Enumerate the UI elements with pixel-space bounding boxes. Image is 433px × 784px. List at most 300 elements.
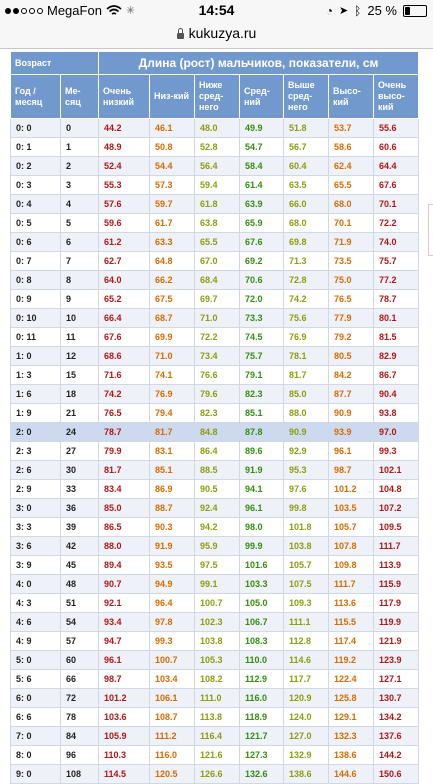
table-cell: 60 [61,651,99,670]
table-cell: 1 [61,138,99,157]
table-cell: 101.6 [240,556,284,575]
table-cell: 96.1 [240,499,284,518]
table-cell: 129.1 [329,708,374,727]
table-cell: 125.8 [329,689,374,708]
table-cell: 78.1 [284,347,329,366]
table-cell: 116.4 [195,727,240,746]
table-cell: 92.4 [195,499,240,518]
table-cell: 75.7 [374,252,419,271]
table-cell: 5: 6 [11,670,61,689]
table-cell: 61.4 [240,176,284,195]
rotation-lock-icon: ◔ [325,3,333,18]
table-row [11,385,419,404]
activity-spinner-icon: ✳ [125,5,136,17]
table-cell: 8: 0 [11,746,61,765]
table-cell: 90.4 [374,385,419,404]
table-cell: 84.2 [329,366,374,385]
table-cell: 102.3 [195,613,240,632]
table-cell: 121.6 [195,746,240,765]
table-cell: 97.5 [195,556,240,575]
table-cell: 1: 9 [11,404,61,423]
table-cell: 112.8 [284,632,329,651]
table-cell: 76.9 [284,328,329,347]
table-cell: 0: 0 [11,119,61,138]
table-cell: 67.6 [240,233,284,252]
table-cell: 116.0 [240,689,284,708]
table-cell: 3: 3 [11,518,61,537]
table-cell: 48.0 [195,119,240,138]
table-row [11,423,419,442]
table-cell: 84 [61,727,99,746]
table-cell: 138.6 [329,746,374,765]
table-cell: 76.5 [99,404,150,423]
bluetooth-icon: ᛒ [354,3,362,18]
table-cell: 96.1 [329,442,374,461]
table-cell: 103.5 [329,499,374,518]
table-cell: 114.6 [284,651,329,670]
table-cell: 6: 0 [11,689,61,708]
table-cell: 1: 0 [11,347,61,366]
table-cell: 2: 6 [11,461,61,480]
table-cell: 42 [61,537,99,556]
table-cell: 99.1 [195,575,240,594]
table-cell: 39 [61,518,99,537]
table-cell: 88.5 [195,461,240,480]
table-cell: 99.8 [284,499,329,518]
table-cell: 56.4 [195,157,240,176]
table-cell: 61.8 [195,195,240,214]
table-cell: 100.7 [195,594,240,613]
table-cell: 67.6 [99,328,150,347]
table-cell: 12 [61,347,99,366]
table-cell: 105.3 [195,651,240,670]
sidebar-edge [428,204,433,256]
table-row [11,214,419,233]
lock-icon [177,33,184,39]
table-cell: 61.7 [150,214,195,233]
table-row [11,290,419,309]
table-cell: 102.1 [374,461,419,480]
table-cell: 122.4 [329,670,374,689]
table-cell: 30 [61,461,99,480]
table-cell: 78 [61,708,99,727]
table-cell: 117.9 [374,594,419,613]
table-row [11,480,419,499]
table-cell: 114.5 [99,765,150,784]
table-cell: 101.2 [329,480,374,499]
table-cell: 93.4 [99,613,150,632]
table-cell: 5 [61,214,99,233]
table-row [11,518,419,537]
url-display[interactable] [0,25,433,41]
table-cell: 59.4 [195,176,240,195]
table-cell: 88.0 [284,404,329,423]
table-cell: 85.0 [284,385,329,404]
table-cell: 93.8 [374,404,419,423]
column-header: Низ-кий [150,75,195,119]
table-cell: 75.6 [284,309,329,328]
table-cell: 68.6 [99,347,150,366]
table-row [11,176,419,195]
table-cell: 68.7 [150,309,195,328]
table-cell: 87.7 [329,385,374,404]
table-cell: 0 [61,119,99,138]
table-cell: 104.8 [374,480,419,499]
table-cell: 77.2 [374,271,419,290]
table-cell: 109.8 [329,556,374,575]
table-cell: 52.8 [195,138,240,157]
table-cell: 54 [61,613,99,632]
table-cell: 113.8 [195,708,240,727]
table-cell: 51 [61,594,99,613]
table-cell: 71.3 [284,252,329,271]
table-cell: 71.0 [150,347,195,366]
table-cell: 74.1 [150,366,195,385]
table-cell: 95.3 [284,461,329,480]
table-cell: 94.9 [150,575,195,594]
table-cell: 86.9 [150,480,195,499]
table-cell: 132.6 [240,765,284,784]
table-cell: 99.9 [240,537,284,556]
table-cell: 86.7 [374,366,419,385]
table-cell: 73.4 [195,347,240,366]
table-cell: 83.1 [150,442,195,461]
table-cell: 103.3 [240,575,284,594]
table-cell: 58.4 [240,157,284,176]
table-cell: 126.6 [195,765,240,784]
growth-table [10,51,419,784]
table-cell: 77.9 [329,309,374,328]
table-cell: 81.7 [150,423,195,442]
table-row [11,670,419,689]
table-cell: 68.4 [195,271,240,290]
growth-table-container [10,51,418,784]
table-cell: 55.6 [374,119,419,138]
table-cell: 82.9 [374,347,419,366]
table-cell: 61.2 [99,233,150,252]
table-cell: 107.8 [329,537,374,556]
table-row [11,594,419,613]
table-cell: 70.1 [329,214,374,233]
table-row [11,689,419,708]
table-cell: 113.6 [329,594,374,613]
table-cell: 109.3 [284,594,329,613]
table-cell: 3: 9 [11,556,61,575]
table-cell: 65.5 [329,176,374,195]
table-cell: 86.4 [195,442,240,461]
table-cell: 9 [61,290,99,309]
table-cell: 49.9 [240,119,284,138]
table-row [11,404,419,423]
table-cell: 116.0 [150,746,195,765]
table-cell: 92.9 [284,442,329,461]
table-cell: 0: 1 [11,138,61,157]
table-cell: 80.5 [329,347,374,366]
table-cell: 51.8 [284,119,329,138]
table-row [11,537,419,556]
table-cell: 110.0 [240,651,284,670]
table-cell: 78.7 [374,290,419,309]
table-cell: 2: 0 [11,423,61,442]
table-cell: 44.2 [99,119,150,138]
column-header: Сред-ний [240,75,284,119]
table-cell: 2: 3 [11,442,61,461]
table-cell: 62.7 [99,252,150,271]
table-cell: 3 [61,176,99,195]
table-title: Длина (рост) мальчиков, показатели, см [99,52,419,75]
table-cell: 72 [61,689,99,708]
carrier-name: MegaFon [47,3,102,18]
table-cell: 127.3 [240,746,284,765]
table-cell: 65.5 [195,233,240,252]
table-cell: 3: 0 [11,499,61,518]
table-cell: 66 [61,670,99,689]
table-cell: 106.1 [150,689,195,708]
table-cell: 11 [61,328,99,347]
table-cell: 0: 7 [11,252,61,271]
table-cell: 9: 0 [11,765,61,784]
table-cell: 79.4 [150,404,195,423]
table-cell: 117.4 [329,632,374,651]
table-cell: 96 [61,746,99,765]
table-cell: 79.6 [195,385,240,404]
table-cell: 60.6 [374,138,419,157]
table-cell: 75.0 [329,271,374,290]
table-cell: 60.4 [284,157,329,176]
table-cell: 144.2 [374,746,419,765]
table-cell: 0: 6 [11,233,61,252]
table-cell: 8 [61,271,99,290]
table-cell: 6: 6 [11,708,61,727]
table-cell: 24 [61,423,99,442]
table-row [11,252,419,271]
table-cell: 73.3 [240,309,284,328]
table-cell: 134.2 [374,708,419,727]
table-cell: 105.7 [329,518,374,537]
table-cell: 115.9 [374,575,419,594]
battery-percent: 25 % [367,3,397,18]
url-text: kukuzya.ru [188,25,257,41]
table-cell: 79.1 [240,366,284,385]
table-cell: 75.7 [240,347,284,366]
table-cell: 89.4 [99,556,150,575]
table-cell: 70.1 [374,195,419,214]
table-cell: 91.9 [150,537,195,556]
table-cell: 4 [61,195,99,214]
table-cell: 71.0 [195,309,240,328]
table-cell: 85.1 [240,404,284,423]
table-cell: 64.8 [150,252,195,271]
table-cell: 98.7 [329,461,374,480]
age-group-header: Возраст [11,52,99,75]
table-cell: 7: 0 [11,727,61,746]
table-row [11,708,419,727]
table-cell: 15 [61,366,99,385]
table-row [11,575,419,594]
table-cell: 108 [61,765,99,784]
table-cell: 83.4 [99,480,150,499]
table-cell: 103.8 [284,537,329,556]
table-cell: 120.5 [150,765,195,784]
table-cell: 109.5 [374,518,419,537]
table-cell: 7 [61,252,99,271]
table-cell: 4: 0 [11,575,61,594]
table-cell: 70.6 [240,271,284,290]
table-cell: 105.0 [240,594,284,613]
table-cell: 0: 3 [11,176,61,195]
table-cell: 79.9 [99,442,150,461]
table-cell: 105.7 [284,556,329,575]
table-row [11,556,419,575]
table-cell: 111.7 [374,537,419,556]
table-cell: 0: 10 [11,309,61,328]
table-cell: 18 [61,385,99,404]
table-cell: 67.0 [195,252,240,271]
table-cell: 6 [61,233,99,252]
table-cell: 111.2 [150,727,195,746]
table-cell: 56.7 [284,138,329,157]
table-row [11,195,419,214]
table-cell: 112.9 [240,670,284,689]
table-cell: 93.5 [150,556,195,575]
table-row [11,727,419,746]
table-row [11,366,419,385]
table-cell: 90.5 [195,480,240,499]
table-cell: 63.9 [240,195,284,214]
table-cell: 0: 11 [11,328,61,347]
table-cell: 96.4 [150,594,195,613]
table-cell: 69.9 [150,328,195,347]
table-cell: 0: 5 [11,214,61,233]
column-header: Высо-кий [329,75,374,119]
page-content[interactable] [0,49,433,779]
table-cell: 59.6 [99,214,150,233]
table-cell: 100.7 [150,651,195,670]
table-row [11,157,419,176]
table-cell: 127.1 [374,670,419,689]
table-cell: 79.2 [329,328,374,347]
table-cell: 144.6 [329,765,374,784]
table-cell: 52.4 [99,157,150,176]
address-bar[interactable] [0,20,433,49]
table-cell: 10 [61,309,99,328]
table-cell: 5: 0 [11,651,61,670]
table-cell: 0: 2 [11,157,61,176]
table-cell: 127.0 [284,727,329,746]
table-cell: 81.7 [99,461,150,480]
table-row [11,119,419,138]
table-cell: 46.1 [150,119,195,138]
table-cell: 124.0 [284,708,329,727]
table-cell: 132.9 [284,746,329,765]
clock: 14:54 [198,2,235,18]
table-cell: 4: 9 [11,632,61,651]
table-cell: 66.4 [99,309,150,328]
table-cell: 81.5 [374,328,419,347]
table-cell: 74.2 [284,290,329,309]
table-cell: 68.0 [329,195,374,214]
table-cell: 137.6 [374,727,419,746]
table-cell: 150.6 [374,765,419,784]
table-cell: 97.8 [150,613,195,632]
table-row [11,347,419,366]
table-cell: 119.9 [374,613,419,632]
table-cell: 81.7 [284,366,329,385]
table-cell: 101.2 [99,689,150,708]
column-header: Выше сред-него [284,75,329,119]
table-cell: 78.7 [99,423,150,442]
table-cell: 57 [61,632,99,651]
table-cell: 110.3 [99,746,150,765]
table-cell: 103.4 [150,670,195,689]
table-cell: 97.0 [374,423,419,442]
table-cell: 92.1 [99,594,150,613]
table-cell: 71.6 [99,366,150,385]
table-row [11,309,419,328]
table-cell: 95.9 [195,537,240,556]
table-cell: 74.5 [240,328,284,347]
table-cell: 108.2 [195,670,240,689]
table-row [11,632,419,651]
table-cell: 117.7 [284,670,329,689]
table-cell: 94.2 [195,518,240,537]
table-cell: 99.3 [374,442,419,461]
table-cell: 132.3 [329,727,374,746]
table-cell: 103.8 [195,632,240,651]
column-header: Ме-сяц [61,75,99,119]
table-cell: 108.7 [150,708,195,727]
column-header: Ниже сред-него [195,75,240,119]
table-cell: 91.9 [240,461,284,480]
table-cell: 57.6 [99,195,150,214]
table-cell: 55.3 [99,176,150,195]
table-cell: 53.7 [329,119,374,138]
table-cell: 57.3 [150,176,195,195]
table-cell: 33 [61,480,99,499]
table-cell: 80.1 [374,309,419,328]
table-cell: 64.0 [99,271,150,290]
table-cell: 111.1 [284,613,329,632]
table-cell: 82.3 [240,385,284,404]
table-cell: 62.4 [329,157,374,176]
table-cell: 71.9 [329,233,374,252]
table-cell: 130.7 [374,689,419,708]
table-cell: 2 [61,157,99,176]
table-cell: 88.0 [99,537,150,556]
table-cell: 1: 6 [11,385,61,404]
table-cell: 106.7 [240,613,284,632]
table-row [11,765,419,784]
table-cell: 105.9 [99,727,150,746]
column-header: Очень низкий [99,75,150,119]
table-cell: 3: 6 [11,537,61,556]
table-cell: 90.3 [150,518,195,537]
battery-icon [403,5,427,17]
table-cell: 48.9 [99,138,150,157]
table-cell: 21 [61,404,99,423]
table-cell: 63.5 [284,176,329,195]
table-cell: 36 [61,499,99,518]
table-cell: 111.7 [329,575,374,594]
table-row [11,233,419,252]
table-cell: 66.0 [284,195,329,214]
table-cell: 54.7 [240,138,284,157]
table-cell: 76.6 [195,366,240,385]
table-cell: 0: 9 [11,290,61,309]
column-header: Год / месяц [11,75,61,119]
table-cell: 69.8 [284,233,329,252]
table-cell: 2: 9 [11,480,61,499]
